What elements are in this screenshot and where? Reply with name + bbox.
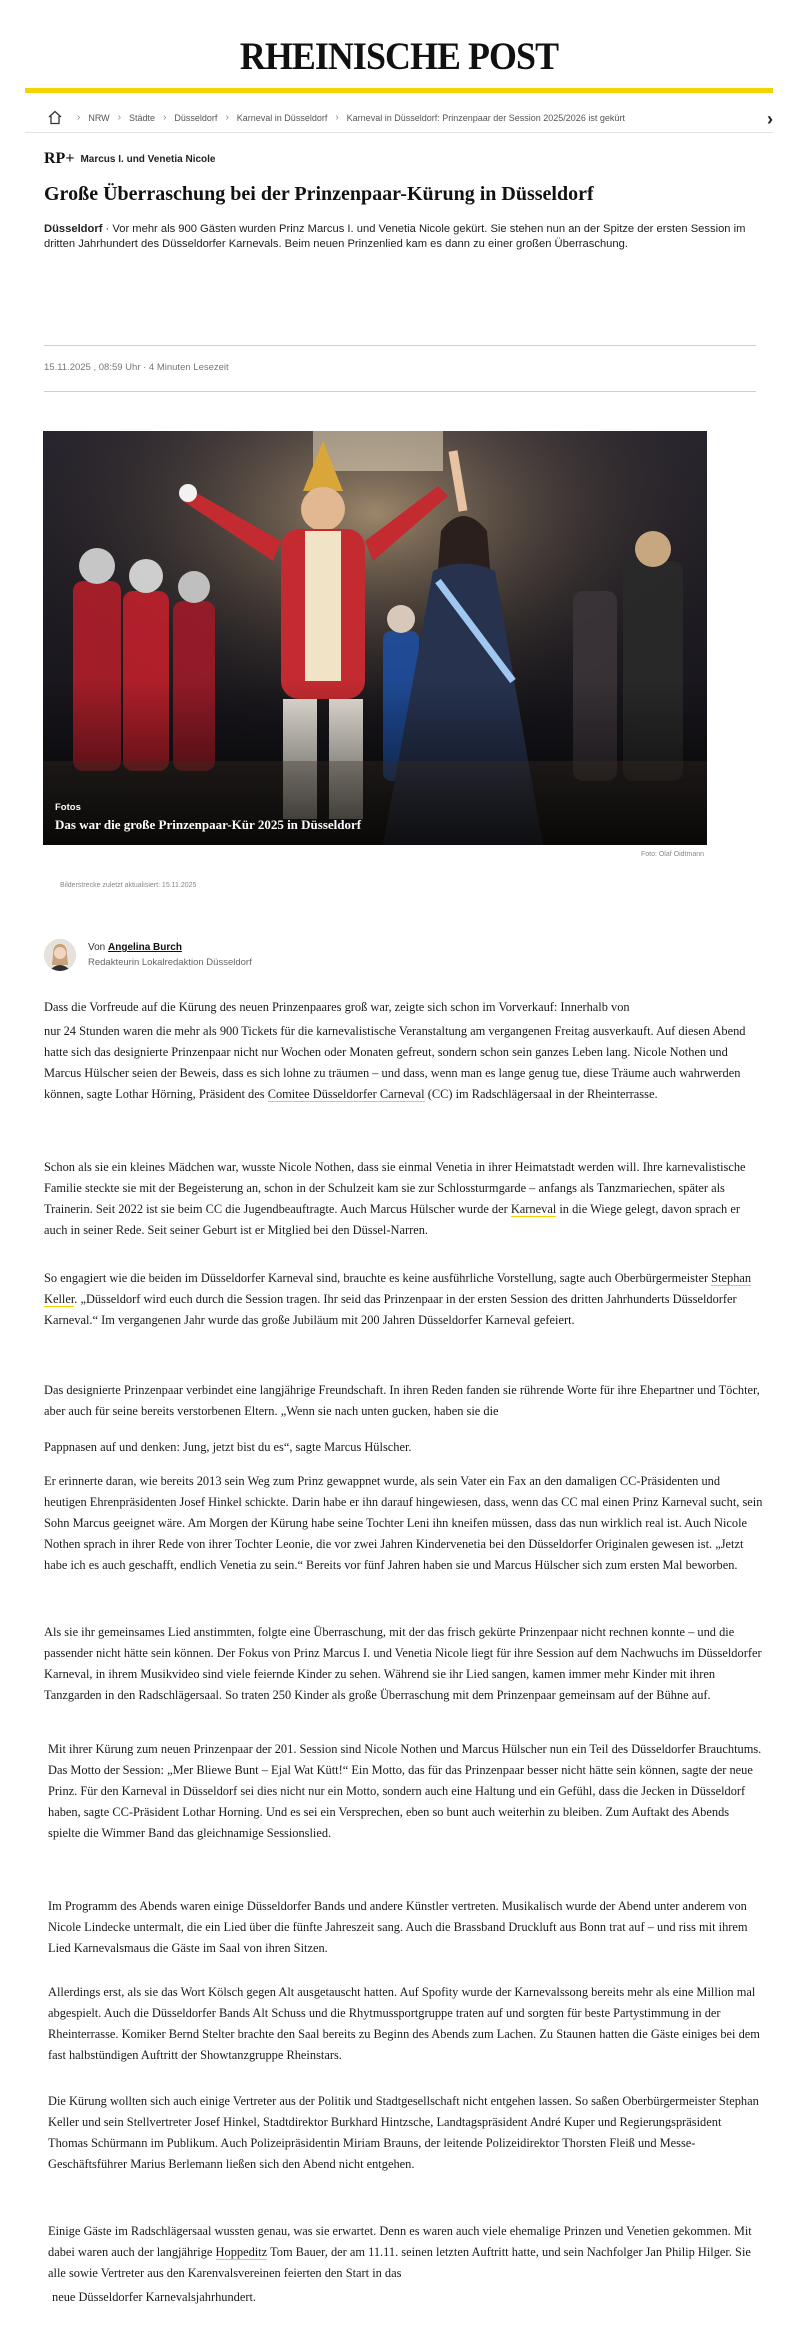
link-stephan-keller[interactable]: Stephan Keller — [44, 1271, 752, 1306]
body-text: nur 24 Stunden waren die mehr als 900 Tickets für die karnevalistische Veranstaltung am vergangenen Freitag ausverkauft. Auf diesen Abend hatte sich das designierte Prinzenpaar nicht nur Wochen oder Monaten gefreut, sondern schon sein ganzes Leben lang. Nicole Nothen und Marcus Hülscher seien der Beweis, dass es sich lohne zu träumen – und dass, wenn man es lange genug tue, diese Träume auch wahrwerden können, sagte Lothar Hörning, Präsident des — [44, 1024, 746, 1101]
gallery-kicker: Fotos — [55, 802, 81, 813]
body-paragraph: Er erinnerte daran, wie bereits 2013 sein Weg zum Prinz gewappnet wurde, als sein Vater ein Fax an den damaligen CC-Präsidenten und heutigen Ehrenpräsidenten Josef Hinkel schickte. Darin habe er ihn darauf hingewiesen, dass, wenn das CC mal einen Prinz Karneval sucht, sein Sohn Marcus geeignet wäre. Am Morgen der Kürung habe seine Tochter Leni ihn kneifen müssen, dass das nun wirklich real ist. Auch Nicole Nothen sprach in ihrer Rede von ihrer Tochter Leonie, die vor zwei Jahren Kindervenetia bei den Düsseldorfer Originalen gewesen ist. „Jetzt habe ich es auch geschafft, endlich Venetia zu sein.“ Bereits vor fünf Jahren haben sie und Marcus Hülscher sich zum ersten Mal beworben. — [44, 1474, 763, 1572]
gallery-title[interactable]: Das war die große Prinzenpaar-Kür 2025 in Düsseldorf — [55, 817, 362, 832]
gallery-photo — [43, 431, 707, 845]
chevron-right-icon: › — [117, 112, 122, 123]
breadcrumb-item-duesseldorf[interactable]: Düsseldorf — [174, 112, 218, 123]
rp-plus-badge: RP+ — [44, 150, 75, 167]
breadcrumb-item-karneval[interactable]: Karneval in Düsseldorf — [236, 112, 328, 123]
divider — [44, 345, 756, 346]
author-box — [44, 937, 756, 973]
author-prefix: Von — [88, 942, 109, 953]
article-kicker — [44, 150, 216, 168]
body-paragraph — [44, 1157, 764, 1241]
body-paragraph: Allerdings erst, als sie das Wort Kölsch gegen Alt ausgetauscht hatten. Auf Spofity wurde der Karnevalssong bereits mehr als eine Million mal abgespielt. Auch die Düsseldorfer Bands Alt Schuss und die Rhytmussportgruppe traten auf und sorgten für beste Partystimmung in der Rheinterrasse. Komiker Bernd Stelter brachte den Saal bereits zu Beginn des Abends zum Lachen. Zu Staunen hatten die Gäste einiges bei dem fast halbstündigen Auftritt der Showtanzgruppe Rheinstars. — [48, 1985, 760, 2062]
breadcrumb-item-nrw[interactable]: NRW — [88, 112, 110, 123]
link-karneval[interactable]: Karneval — [510, 1202, 557, 1216]
body-text: (CC) im Radschlägersaal in der Rheinterrasse. — [424, 1087, 658, 1101]
author-avatar[interactable] — [44, 939, 76, 971]
chevron-right-icon: › — [225, 112, 229, 123]
chevron-right-icon: › — [163, 112, 167, 123]
body-text: Schon als sie ein kleines Mädchen war, wusste Nicole Nothen, dass sie einmal Venetia in ihrer Heimatstadt werden will. Ihre karnevalistische Familie steckte sie mit der Begeisterung an, schon in der Schulzeit kam sie zur Schlossturmgarde – anfangs als Tanzmariechen, später als Trainerin. Seit 2022 ist sie beim CC die Jugendbeauftragte. Auch Marcus Hülscher wurde der — [44, 1160, 746, 1216]
breadcrumb-next-icon[interactable]: › — [767, 109, 773, 129]
chevron-right-icon: › — [335, 112, 339, 123]
body-text: Tom Bauer, der am 11.11. seinen letzten Auftritt hatte, und sein Nachfolger Jan Philip Hilger. Sie alle sowie Vertreter aus den Karenvalsvereinen feierten den Start in das — [48, 2245, 751, 2280]
gallery-updated: Bilderstrecke zuletzt aktualisiert: 15.11.2025 — [60, 882, 197, 889]
body-paragraph: Das designierte Prinzenpaar verbindet eine langjährige Freundschaft. In ihren Reden fanden sie rührende Worte für ihre Ehepartner und Töchter, aber auch für seine bereits verstorbenen Eltern. „Wenn sie nach unten gucken, haben sie die — [44, 1383, 760, 1418]
article-headline: Große Überraschung bei der Prinzenpaar-Kürung in Düsseldorf — [44, 183, 594, 205]
lead-location: Düsseldorf — [44, 223, 103, 235]
site-logo[interactable]: RHEINISCHE POST — [239, 35, 559, 78]
body-paragraph: Die Kürung wollten sich auch einige Vertreter aus der Politik und Stadtgesellschaft nicht entgehen lassen. So saßen Oberbürgermeister Stephan Keller und sein Stellvertreter Josef Hinkel, Stadtdirektor Burkhard Hintzsche, Landtagspräsident André Kuper und Regierungspräsident Thomas Schürmann im Publikum. Auch Polizeipräsidentin Miriam Brauns, der leitende Polizeidirektor Thorsten Fleiß und Messe-Geschäftsführer Marius Berlemann ließen sich den Abend nicht entgehen. — [48, 2094, 759, 2171]
author-byline — [88, 942, 252, 953]
logo-underline — [25, 88, 773, 93]
body-paragraph — [44, 1021, 764, 1105]
article-lead — [44, 222, 756, 252]
body-paragraph: Pappnasen auf und denken: Jung, jetzt bist du es“, sagte Marcus Hülscher. — [44, 1440, 412, 1454]
link-comitee[interactable]: Comitee Düsseldorfer Carneval — [267, 1087, 425, 1101]
home-icon[interactable] — [41, 107, 69, 129]
body-text: So engagiert wie die beiden im Düsseldorfer Karneval sind, brauchte es keine ausführliche Vorstellung, sagte auch Oberbürgermeister — [44, 1271, 712, 1285]
gallery-caption — [55, 802, 361, 833]
divider — [44, 391, 756, 392]
body-text: . „Düsseldorf wird euch durch die Session tragen. Ihr seid das Prinzenpaar in der ersten Session des dritten Jahrhunderts Düsseldorfer Karneval.“ Im vergangenen Jahr wurde das große Jubiläum mit 200 Jahren Düsseldorfer Karneval gefeiert. — [44, 1292, 737, 1327]
breadcrumb-item-staedte[interactable]: Städte — [129, 112, 156, 123]
photo-credit: Foto: Olaf Oidtmann — [640, 851, 704, 858]
body-paragraph: Mit ihrer Kürung zum neuen Prinzenpaar der 201. Session sind Nicole Nothen und Marcus Hülscher nun ein Teil des Düsseldorfer Brauchtums. Das Motto der Session: „Mer Bliewe Bunt – Ejal Wat Kütt!“ Ein Motto, das für das Prinzenpaar besser nicht hätte sein können, sagte der neue Prinz. Für den Karneval in Düsseldorf sei dies nicht nur ein Motto, sondern auch eine Haltung und ein Gefühl, dass die Jecken in Düsseldorf haben, sagte CC-Präsident Lothar Horning. Und es sei ein Versprechen, eben so bunt auch weiterhin zu bleiben. Zum Auftakt des Abends spielte die Wimmer Band das gleichnamige Sessionslied. — [48, 1742, 762, 1840]
body-paragraph: neue Düsseldorfer Karnevalsjahrhundert. — [52, 2290, 257, 2304]
chevron-right-icon: › — [77, 112, 81, 123]
lead-text: · Vor mehr als 900 Gästen wurden Prinz Marcus I. und Venetia Nicole gekürt. Sie stehen nun an der Spitze der ersten Session im dritten Jahrhundert des Düsseldorfer Karnevals. Beim neuen Prinzenlied kam es dann zu einer großen Überraschung. — [44, 223, 746, 250]
body-paragraph: Im Programm des Abends waren einige Düsseldorfer Bands und andere Künstler vertreten. Musikalisch wurde der Abend unter anderem von Nicole Lindecke untermalt, die ein Lied über die fünfte Jahreszeit sang. Auch die Brassband Druckluft aus Bonn trat auf – und riss mit ihrem Lied Karnevalsmaus die Gäste im Saal von ihren Sitzen. — [48, 1899, 748, 1955]
breadcrumb — [25, 103, 773, 133]
body-text: Einige Gäste im Radschlägersaal wussten genau, was sie erwartet. Denn es waren auch viele ehemalige Prinzen und Venetien gekommen. Mit dabei waren auch der langjährige — [48, 2224, 752, 2259]
masthead — [0, 0, 798, 96]
author-info — [88, 942, 252, 968]
body-paragraph — [48, 2221, 764, 2284]
article-meta: 15.11.2025 , 08:59 Uhr · 4 Minuten Lesezeit — [44, 362, 229, 373]
body-paragraph — [44, 1268, 764, 1331]
author-role: Redakteurin Lokalredaktion Düsseldorf — [88, 957, 252, 968]
breadcrumb-item-current: Karneval in Düsseldorf: Prinzenpaar der Session 2025/2026 ist gekürt — [346, 112, 625, 123]
kicker-text: Marcus I. und Venetia Nicole — [80, 153, 216, 165]
gallery-teaser[interactable] — [43, 431, 707, 845]
body-paragraph: Dass die Vorfreude auf die Kürung des neuen Prinzenpaares groß war, zeigte sich schon im Vorverkauf: Innerhalb von — [44, 1000, 630, 1014]
link-hoppeditz[interactable]: Hoppeditz — [215, 2245, 268, 2259]
author-name[interactable]: Angelina Burch — [108, 942, 182, 953]
body-paragraph: Als sie ihr gemeinsames Lied anstimmten, folgte eine Überraschung, mit der das frisch gekürte Prinzenpaar nicht rechnen konnte – und die passender nicht hätte sein können. Der Fokus von Prinz Marcus I. und Venetia Nicole liegt für ihre Session auf dem Nachwuchs im Düsseldorfer Karneval, in ihrem Musikvideo sind viele feiernde Kinder zu sehen. Während sie ihr Lied sangen, kamen immer mehr Kinder mit ihren Tanzgarden in den Radschlägersaal. So traten 250 Kinder als große Überraschung mit dem Prinzenpaar gemeinsam auf der Bühne auf. — [44, 1625, 762, 1702]
body-text: in die Wiege gelegt, davon sprach er auch in seiner Rede. Seit seiner Geburt ist er Mitglied bei den Düssel-Narren. — [44, 1202, 740, 1237]
